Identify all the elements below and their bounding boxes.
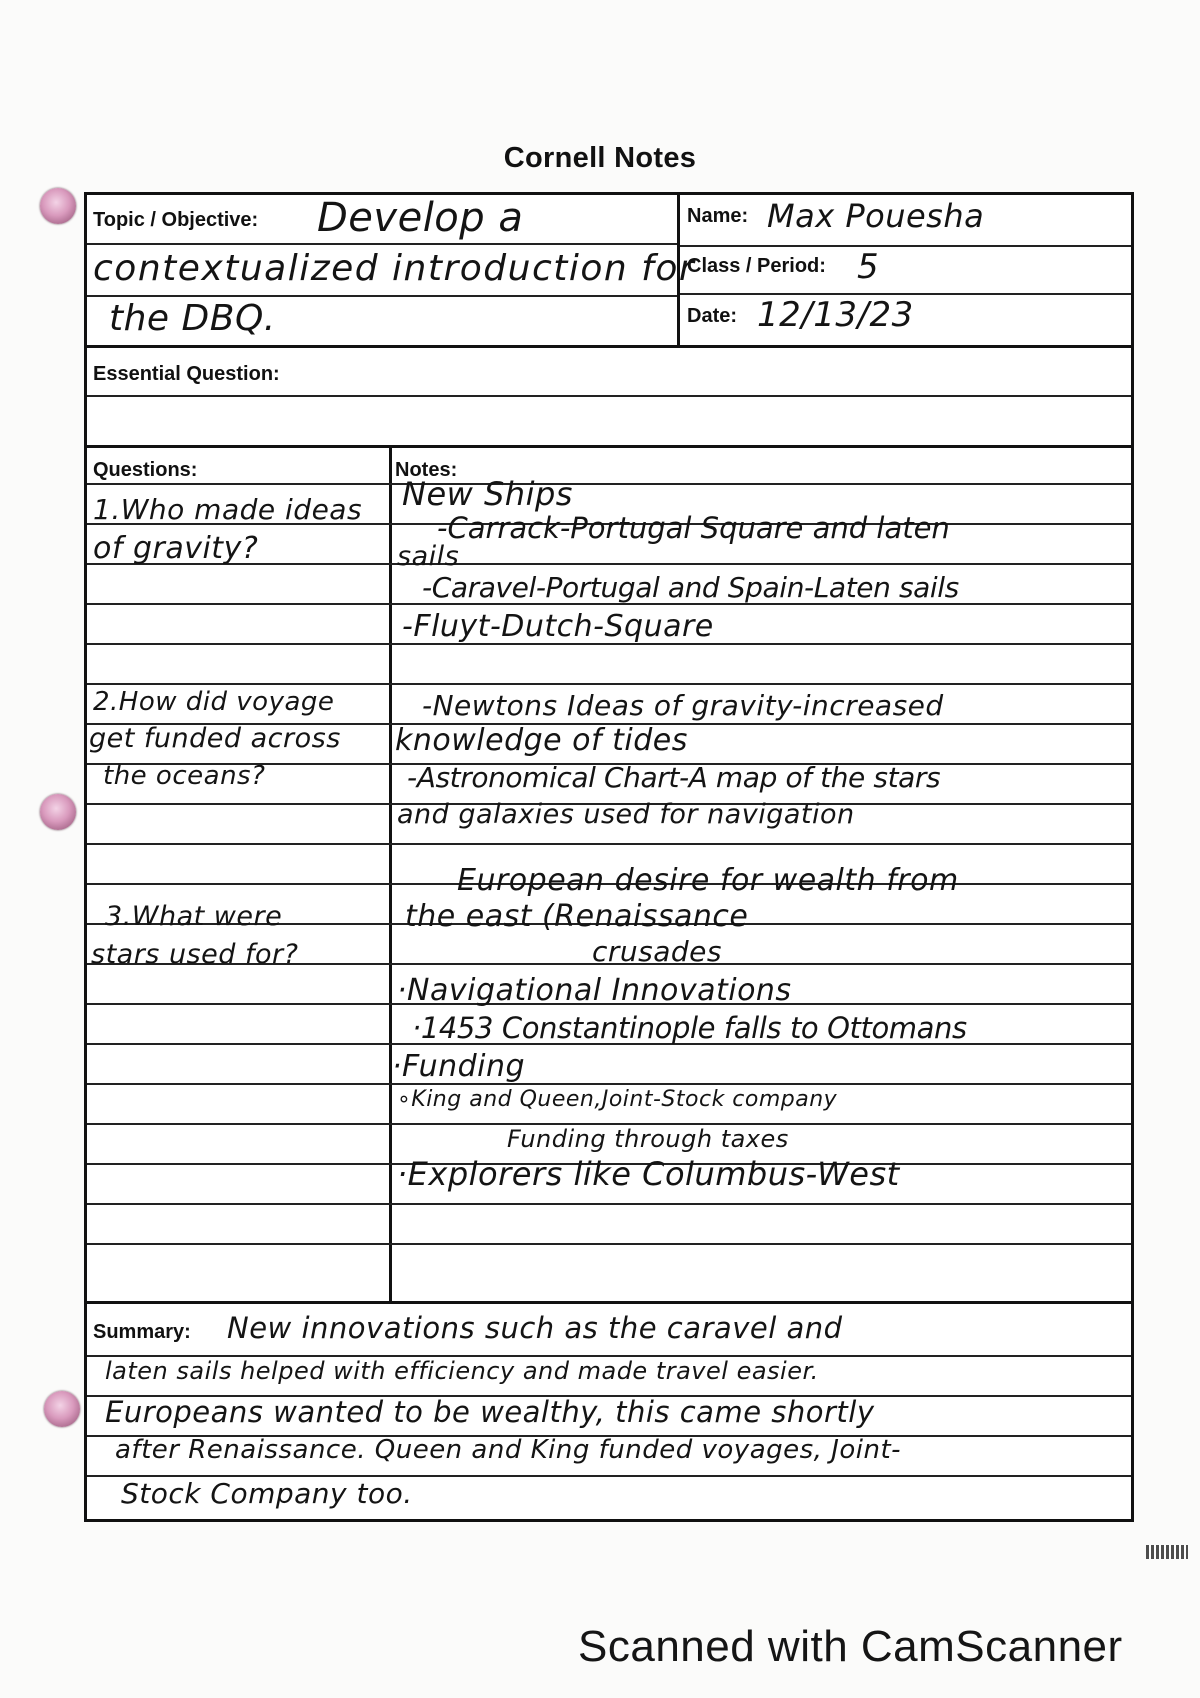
topic-line-2: contextualized introduction for	[93, 248, 696, 289]
cornell-notes-sheet	[84, 192, 1134, 1522]
column-divider	[389, 445, 392, 1303]
question-1-line-2: of gravity?	[93, 531, 259, 566]
notes-line-16: ∘King and Queen,Joint-Stock company	[397, 1087, 838, 1112]
notes-line-2: -Carrack-Portugal Square and laten	[437, 511, 950, 545]
notes-line-14: ·1453 Constantinople falls to Ottomans	[412, 1011, 967, 1045]
date-label: Date:	[687, 305, 738, 327]
notes-line-6: -Newtons Ideas of gravity-increased	[422, 689, 944, 722]
notes-line-12: crusades	[592, 935, 722, 968]
notes-line-3: sails	[397, 541, 460, 572]
summary-line-4: after Renaissance. Queen and King funded voyages, Joint-	[115, 1435, 902, 1465]
notes-label: Notes:	[395, 459, 458, 481]
class-label: Class / Period:	[687, 255, 826, 277]
notes-line-4: -Caravel-Portugal and Spain-Laten sails	[422, 571, 959, 604]
punch-hole-bottom	[44, 1391, 80, 1427]
question-2-line-2: get funded across	[89, 723, 341, 754]
camscanner-watermark: Scanned with CamScanner	[578, 1622, 1123, 1671]
notes-line-15: ·Funding	[392, 1049, 526, 1084]
name-label: Name:	[687, 205, 749, 227]
notes-line-13: ·Navigational Innovations	[397, 973, 792, 1008]
question-1-line-1: 1.Who made ideas	[93, 493, 363, 526]
punch-hole-top	[40, 188, 76, 224]
date-value: 12/13/23	[757, 295, 914, 335]
topic-line-3: the DBQ.	[109, 298, 276, 339]
notes-line-18: ·Explorers like Columbus-West	[397, 1155, 900, 1193]
summary-line-3: Europeans wanted to be wealthy, this came shortly	[105, 1395, 875, 1429]
summary-line-1: New innovations such as the caravel and	[227, 1311, 843, 1345]
page-title: Cornell Notes	[503, 142, 697, 174]
class-value: 5	[857, 247, 880, 287]
notes-line-17: Funding through taxes	[507, 1125, 789, 1153]
question-3-line-1: 3.What were	[105, 901, 283, 932]
qr-code-icon	[1146, 1545, 1188, 1559]
summary-label: Summary:	[93, 1321, 191, 1343]
notes-line-1: New Ships	[402, 475, 573, 513]
essential-question-label: Essential Question:	[93, 363, 280, 385]
summary-line-2: laten sails helped with efficiency and made travel easier.	[105, 1357, 819, 1385]
punch-hole-middle	[40, 794, 76, 830]
notes-line-7: knowledge of tides	[395, 723, 688, 758]
question-3-line-2: stars used for?	[91, 939, 299, 970]
question-2-line-3: the oceans?	[103, 761, 266, 791]
summary-line-5: Stock Company too.	[121, 1477, 413, 1510]
questions-label: Questions:	[93, 459, 198, 481]
question-2-line-1: 2.How did voyage	[93, 687, 335, 717]
notes-line-10: European desire for wealth from	[457, 863, 959, 898]
name-value: Max Pouesha	[767, 197, 985, 235]
notes-line-11: the east (Renaissance	[405, 899, 749, 934]
notes-line-5: -Fluyt-Dutch-Square	[402, 609, 714, 644]
topic-line-1: Develop a	[317, 195, 524, 241]
topic-label: Topic / Objective:	[93, 209, 259, 231]
notes-line-9: and galaxies used for navigation	[397, 799, 855, 830]
notes-line-8: -Astronomical Chart-A map of the stars	[407, 761, 941, 794]
